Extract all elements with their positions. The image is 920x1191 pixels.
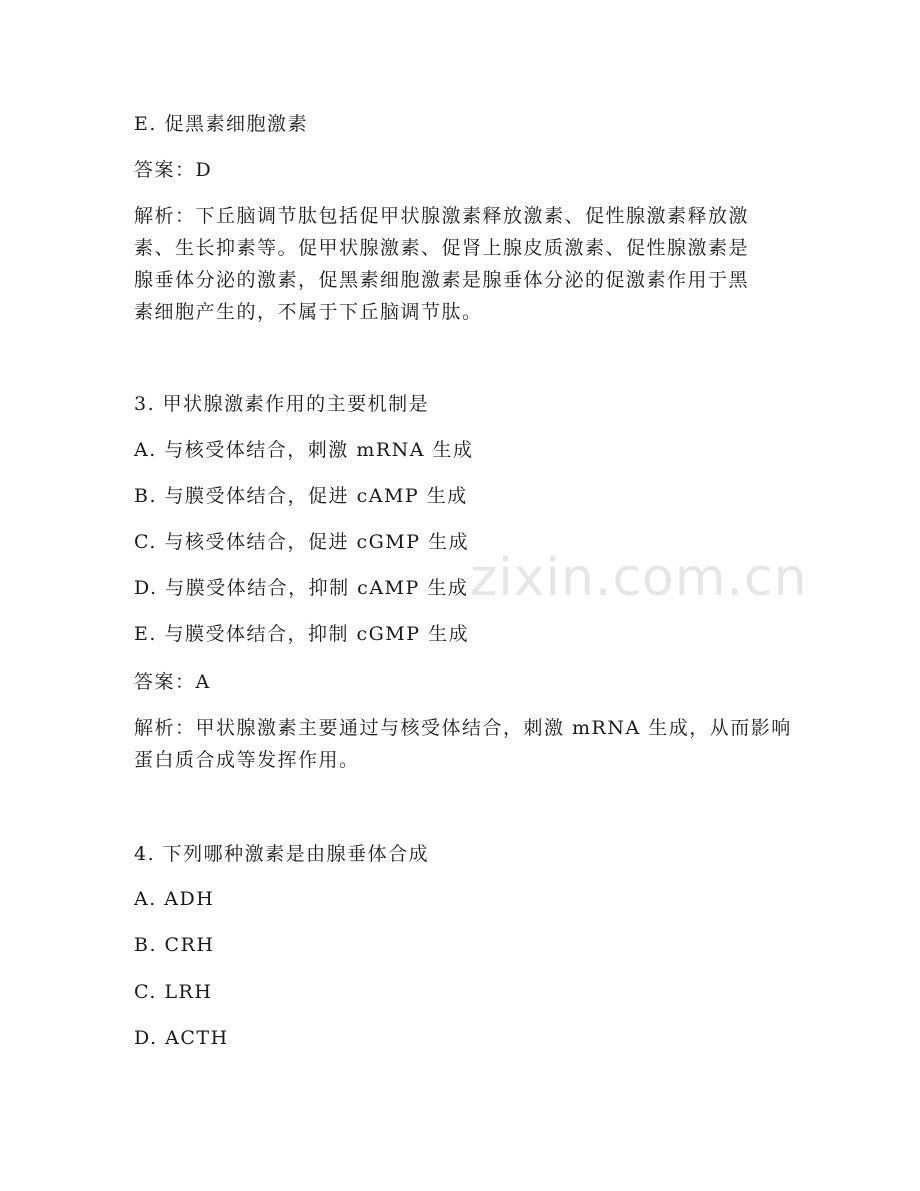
q4-question: 4. 下列哪种激素是由腺垂体合成 [134,843,430,865]
q3-answer: 答案：A [134,671,211,693]
watermark: zixin.com.cn [470,548,808,608]
q2-explanation-line-1: 解析：下丘脑调节肽包括促甲状腺激素释放激素、促性腺激素释放激 [134,205,750,227]
q2-explanation-line-3: 腺垂体分泌的激素，促黑素细胞激素是腺垂体分泌的促激素作用于黑 [134,269,750,291]
q2-explanation-line-4: 素细胞产生的，不属于下丘脑调节肽。 [134,301,483,323]
q4-option-a: A. ADH [134,888,215,910]
q3-explanation-line-1: 解析：甲状腺激素主要通过与核受体结合，刺激 mRNA 生成，从而影响 [134,717,792,739]
q4-option-b: B. CRH [134,934,215,956]
q3-option-c: C. 与核受体结合，促进 cGMP 生成 [134,531,470,553]
q3-option-e: E. 与膜受体结合，抑制 cGMP 生成 [134,623,470,645]
q3-option-b: B. 与膜受体结合，促进 cAMP 生成 [134,485,468,507]
q2-explanation-line-2: 素、生长抑素等。促甲状腺激素、促肾上腺皮质激素、促性腺激素是 [134,237,750,259]
q4-option-c: C. LRH [134,981,213,1003]
q3-option-d: D. 与膜受体结合，抑制 cAMP 生成 [134,577,469,599]
q3-explanation-line-2: 蛋白质合成等发挥作用。 [134,749,360,771]
q2-option-e: E. 促黑素细胞激素 [134,113,308,135]
q3-option-a: A. 与核受体结合，刺激 mRNA 生成 [134,439,474,461]
q2-answer: 答案：D [134,159,213,181]
q4-option-d: D. ACTH [134,1027,229,1049]
q3-question: 3. 甲状腺激素作用的主要机制是 [134,393,430,415]
